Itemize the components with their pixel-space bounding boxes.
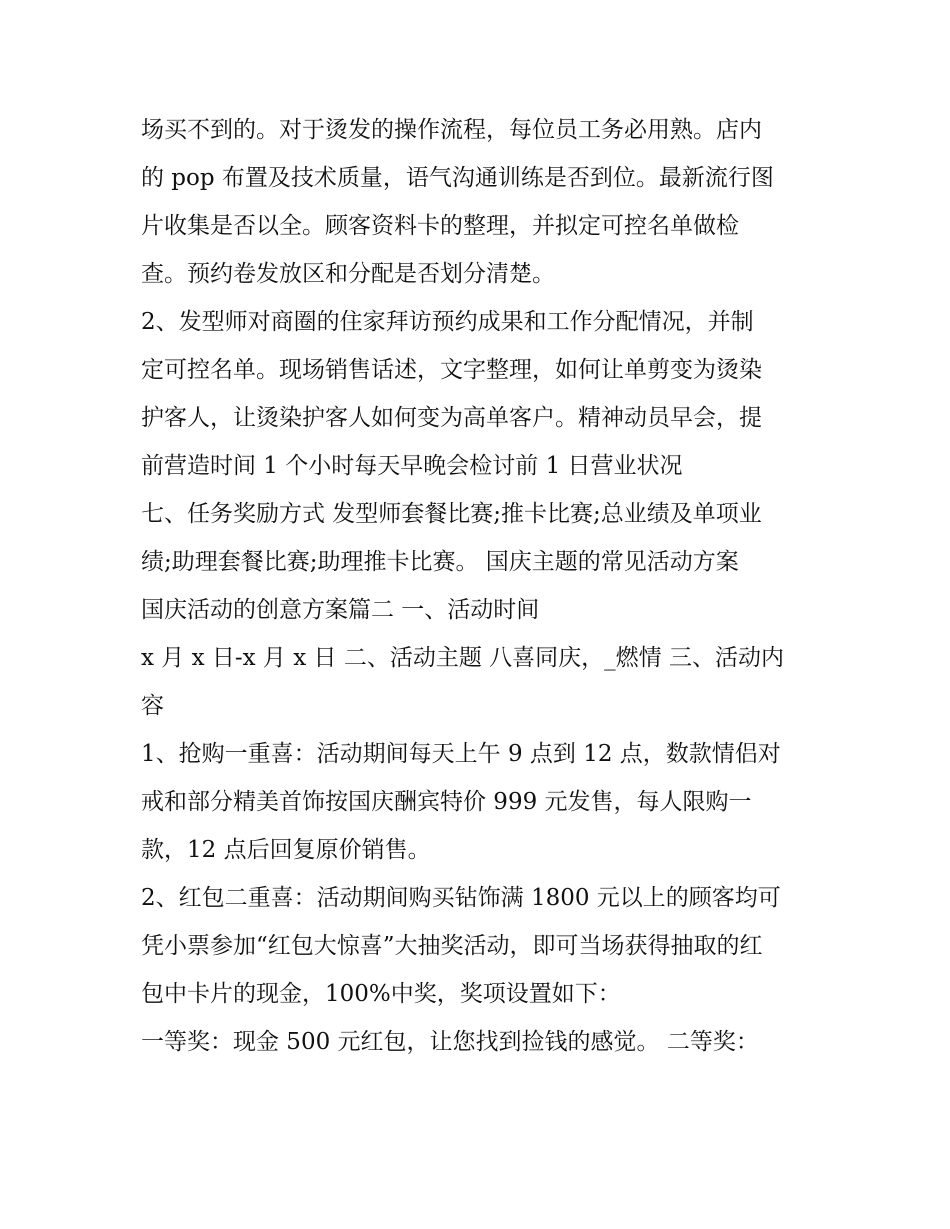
text-line: 绩;助理套餐比赛;助理推卡比赛。 国庆主题的常见活动方案 xyxy=(141,549,739,575)
text-line: 片收集是否以全。顾客资料卡的整理，并拟定可控名单做检 xyxy=(141,213,739,239)
text-line: 容 xyxy=(141,693,164,719)
text-line: 包中卡片的现金，100%中奖，奖项设置如下： xyxy=(141,981,621,1007)
text-line: 凭小票参加“红包大惊喜”大抽奖活动，即可当场获得抽取的红 xyxy=(141,933,763,959)
text-line: 定可控名单。现场销售话述，文字整理，如何让单剪变为烫染 xyxy=(141,357,762,383)
text-line: 款，12 点后回复原价销售。 xyxy=(141,837,431,863)
text-line: 的 pop 布置及技术质量，语气沟通训练是否到位。最新流行图 xyxy=(141,165,774,191)
text-line: 查。预约卷发放区和分配是否划分清楚。 xyxy=(141,261,555,287)
text-line: 护客人，让烫染护客人如何变为高单客户。精神动员早会，提 xyxy=(141,405,762,431)
text-line: 2、发型师对商圈的住家拜访预约成果和工作分配情况，并制 xyxy=(141,309,754,335)
text-line: 戒和部分精美首饰按国庆酬宾特价 999 元发售，每人限购一 xyxy=(141,789,752,815)
text-line: 1、抢购一重喜：活动期间每天上午 9 点到 12 点，数款情侣对 xyxy=(141,741,781,767)
text-line: 场买不到的。对于烫发的操作流程，每位员工务必用熟。店内 xyxy=(141,117,762,143)
text-line: 2、红包二重喜：活动期间购买钻饰满 1800 元以上的顾客均可 xyxy=(141,885,781,911)
text-line: x 月 x 日-x 月 x 日 二、活动主题 八喜同庆，_燃情 三、活动内 xyxy=(141,645,784,671)
text-line: 前营造时间 1 个小时每天早晚会检讨前 1 日营业状况 xyxy=(141,453,683,479)
text-line: 一等奖：现金 500 元红包，让您找到捡钱的感觉。 二等奖： xyxy=(141,1029,759,1055)
document-body xyxy=(141,106,831,1066)
text-line: 七、任务奖励方式 发型师套餐比赛;推卡比赛;总业绩及单项业 xyxy=(141,501,762,527)
text-line: 国庆活动的创意方案篇二 一、活动时间 xyxy=(141,597,540,623)
